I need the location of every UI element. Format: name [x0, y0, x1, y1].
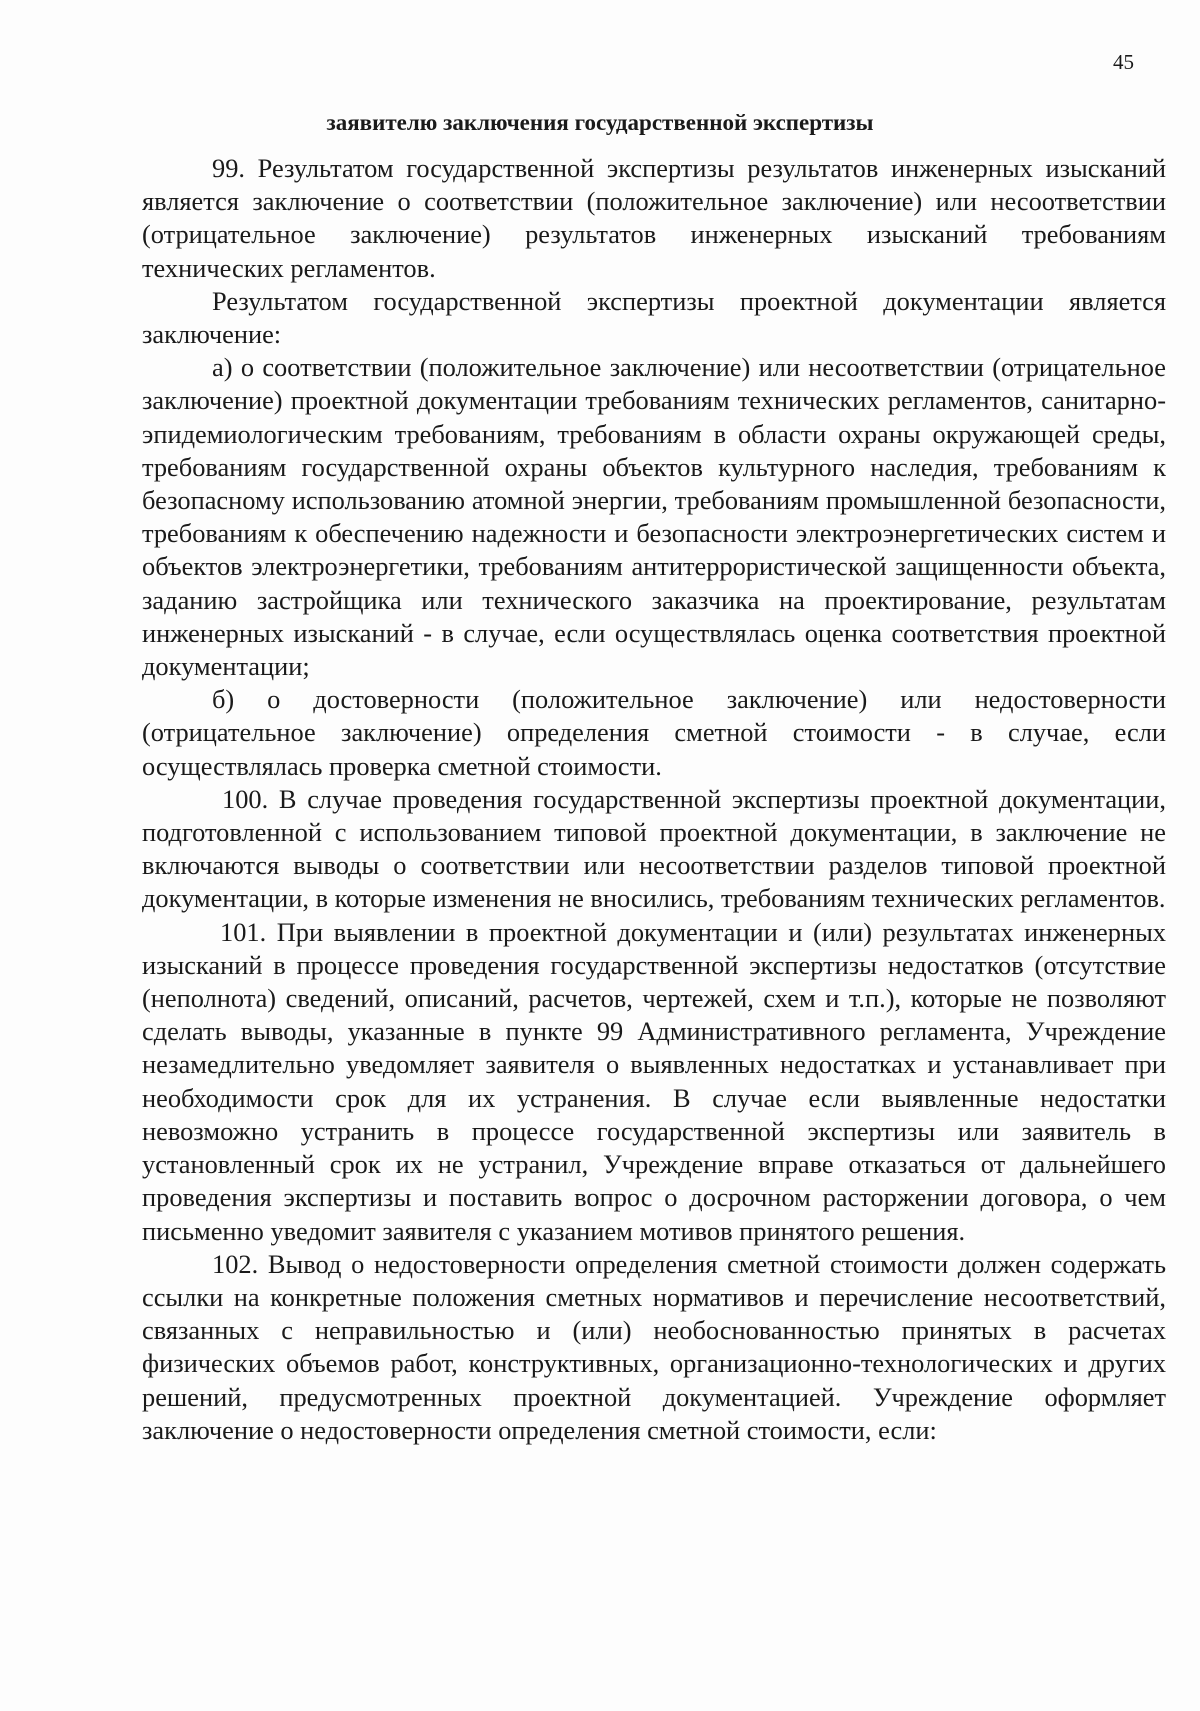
paragraph-99-result-project: Результатом государственной экспертизы проектной документации является заключение: — [142, 285, 1166, 350]
document-body — [142, 152, 1166, 1447]
page-number: 45 — [1113, 50, 1134, 74]
section-title: заявителю заключения государственной экспертизы — [326, 110, 874, 135]
paragraph-100: 100. В случае проведения государственной экспертизы проектной документации, подготовленной с использованием типовой проектной документации, в заключение не включаются выводы о соответствии или несоответствии разделов типовой проектной документации, в которые изменения не вносились, требованиям технических регламентов. — [142, 783, 1166, 914]
paragraph-101: 101. При выявлении в проектной документации и (или) результатах инженерных изысканий в процессе проведения государственной экспертизы недостатков (отсутствие (неполнота) сведений, описаний, расчетов, чертежей, схем и т.п.), которые не позволяют сделать выводы, указанные в пункте 99 Административного регламента, Учреждение незамедлительно уведомляет заявителя о выявленных недостатках и устанавливает при необходимости срок для их устранения. В случае если выявленные недостатки невозможно устранить в процессе государственной экспертизы или заявитель в установленный срок их не устранил, Учреждение вправе отказаться от дальнейшего проведения экспертизы и поставить вопрос о досрочном расторжении договора, о чем письменно уведомит заявителя с указанием мотивов принятого решения. — [142, 916, 1166, 1246]
paragraph-99-item-b: б) о достоверности (положительное заключение) или недостоверности (отрицательное заключение) определения сметной стоимости - в случае, если осуществлялась проверка сметной стоимости. — [142, 684, 1166, 781]
paragraph-99: 99. Результатом государственной экспертизы результатов инженерных изысканий является заключение о соответствии (положительное заключение) или несоответствии (отрицательное заключение) результатов инженерных изысканий требованиям технических регламентов. — [142, 153, 1166, 283]
paragraph-102: 102. Вывод о недостоверности определения сметной стоимости должен содержать ссылки на конкретные положения сметных нормативов и перечисление несоответствий, связанных с неправильностью и (или) необоснованностью принятых в расчетах физических объемов работ, конструктивных, организационно-технологических и других решений, предусмотренных проектной документацией. Учреждение оформляет заключение о недостоверности определения сметной стоимости, если: — [142, 1248, 1166, 1445]
paragraph-99-item-a: а) о соответствии (положительное заключение) или несоответствии (отрицательное заключение) проектной документации требованиям технических регламентов, санитарно-эпидемиологическим требованиям, требованиям в области охраны окружающей среды, требованиям государственной охраны объектов культурного наследия, требованиям к безопасному использованию атомной энергии, требованиям промышленной безопасности, требованиям к обеспечению надежности и безопасности электроэнергетических систем и объектов электроэнергетики, требованиям антитеррористической защищенности объекта, заданию застройщика или технического заказчика на проектирование, результатам инженерных изысканий - в случае, если осуществлялась оценка соответствия проектной документации; — [142, 352, 1166, 682]
